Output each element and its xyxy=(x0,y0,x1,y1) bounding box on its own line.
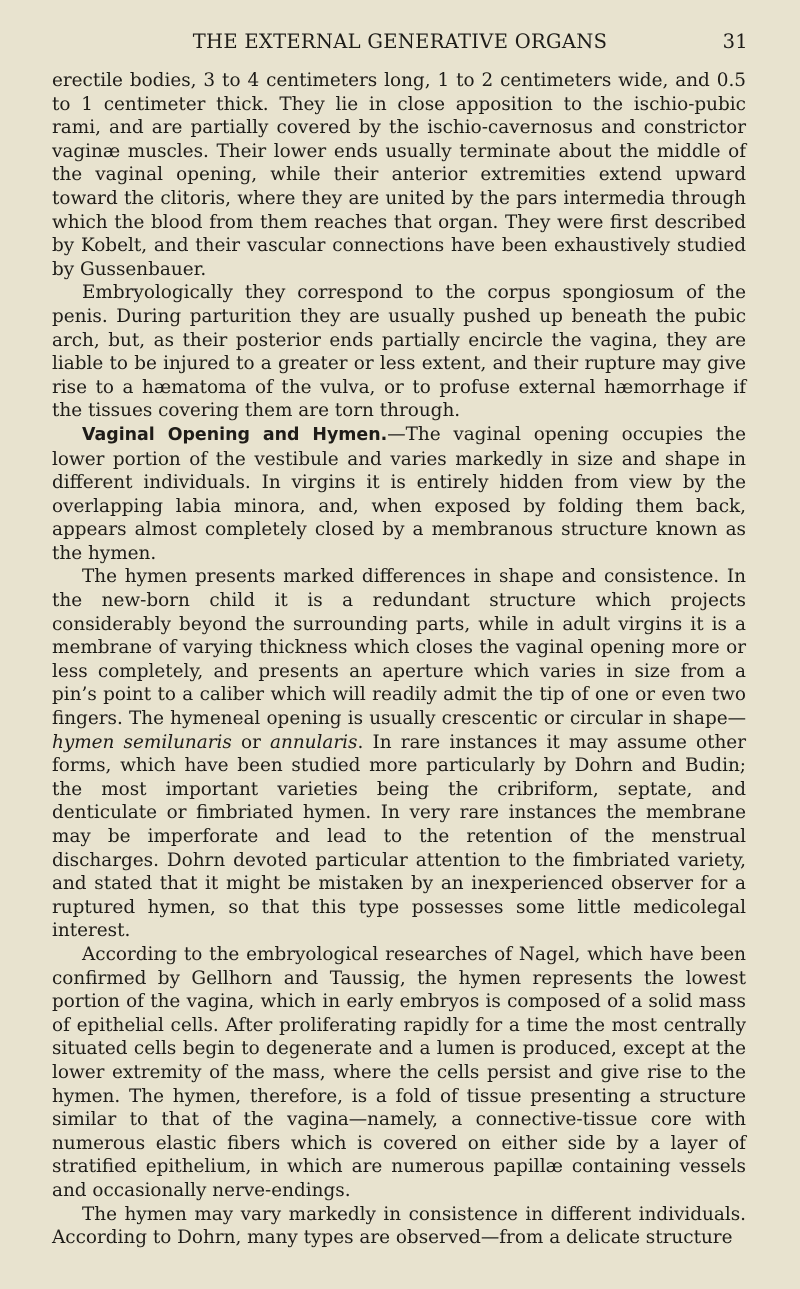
page-body xyxy=(52,69,746,1250)
page-number: 31 xyxy=(722,30,748,53)
chapter-title: THE EXTERNAL GENERATIVE ORGANS xyxy=(192,30,608,53)
section-heading: Vaginal Opening and Hymen. xyxy=(82,424,388,445)
term-annularis: annularis xyxy=(270,731,358,753)
section-paragraph xyxy=(52,423,746,566)
section-text: —The vaginal opening occupies the lower portion of the vestibule and varies markedly in size and shape in different individuals. In virgins it is entirely hidden from view by the overlapping labia minora, and, when exposed by folding them back, appears almost completely closed by a membranous structure known as the hymen. xyxy=(52,423,746,564)
paragraph-embryology: According to the embryological researches of Nagel, which have been confirmed by Gellhorn and Taussig, the hymen represents the lowest portion of the vagina, which in early embryos is composed of a solid mass of epithelial cells. After proliferating rapidly for a time the most centrally situated cells begin to degenerate and a lumen is produced, except at the lower extremity of the mass, where the cells persist and give rise to the hymen. The hymen, therefore, is a fold of tissue presenting a structure similar to that of the vagina—namely, a connective-tissue core with numerous elastic fibers which is covered on either side by a layer of stratified epithelium, in which are numerous papillæ containing vessels and occasionally nerve-endings. xyxy=(52,943,746,1201)
hymen-paragraph xyxy=(52,565,746,943)
paragraph-1: erectile bodies, 3 to 4 centimeters long, 1 to 2 centimeters wide, and 0.5 to 1 centimeter thick. They lie in close apposition to the ischio-pubic rami, and are partially covered by the ischio-cavernosus and constrictor vaginæ muscles. Their lower ends usually terminate about the middle of the vaginal opening, while their anterior extremities extend upward toward the clitoris, where they are united by the pars intermedia through which the blood from them reaches that organ. They were first described by Kobelt, and their vascular connections have been exhaustively studied by Gussenbauer. xyxy=(52,70,746,280)
term-semilunaris: hymen semilunaris xyxy=(52,731,232,753)
hymen-text-2: . In rare instances it may assume other forms, which have been studied more particularly by Dohrn and Budin; the most important varieties being the cribriform, septate, and denticulate or fimbriated hymen. In very rare instances the membrane may be imperforate and lead to the retention of the menstrual discharges. Dohrn devoted particular attention to the fimbriated variety, and stated that it might be mistaken by an inexperienced observer for a ruptured hymen, so that this type possesses some little medicolegal interest. xyxy=(52,731,746,942)
hymen-text-1: The hymen presents marked differences in shape and consistence. In the new-born child it is a redundant structure which projects considerably beyond the surrounding parts, while in adult virgins it is a membrane of varying thickness which closes the vaginal opening more or less completely, and presents an aperture which varies in size from a pin’s point to a caliber which will readily admit the tip of one or even two fingers. The hymeneal opening is usually crescentic or circular in shape— xyxy=(52,566,746,730)
paragraph-consistence: The hymen may vary markedly in consistence in different individuals. According to Dohrn, many types are observed—from a delicate structure xyxy=(52,1203,746,1249)
paragraph-2: Embryologically they correspond to the corpus spongiosum of the penis. During parturition they are usually pushed up beneath the pubic arch, but, as their posterior ends partially encircle the vagina, they are liable to be injured to a greater or less extent, and their rupture may give rise to a hæmatoma of the vulva, or to profuse external hæmorrhage if the tissues covering them are torn through. xyxy=(52,282,746,422)
hymen-or: or xyxy=(231,731,271,753)
running-header xyxy=(52,30,748,58)
